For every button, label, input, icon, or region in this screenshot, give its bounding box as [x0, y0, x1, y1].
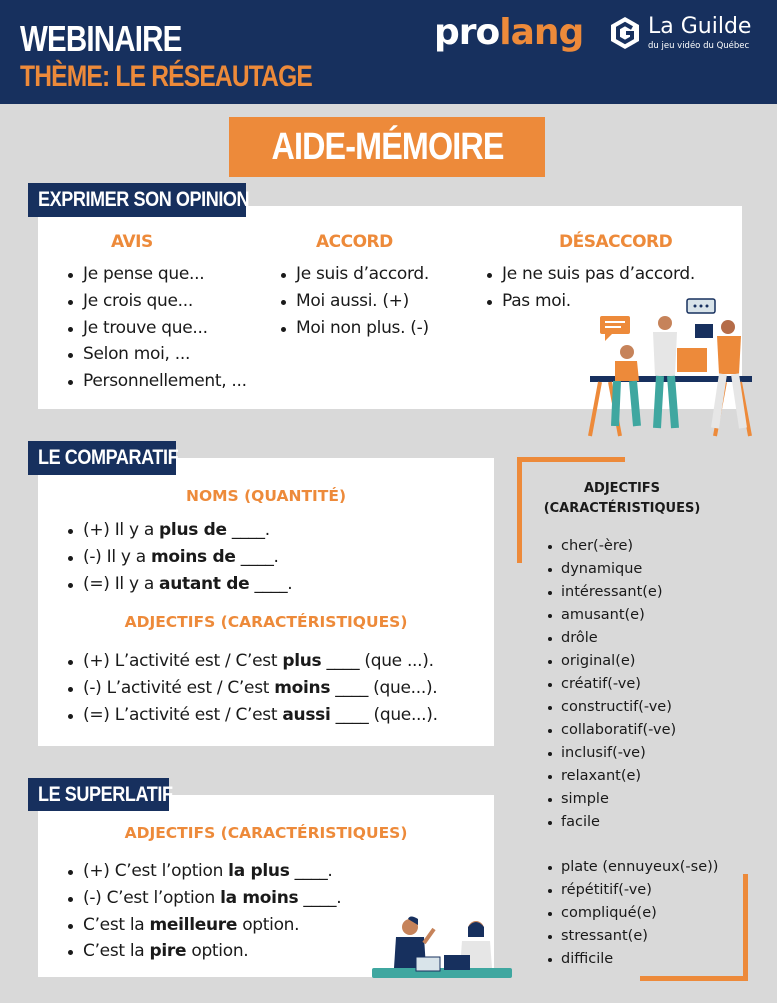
item-keyword: plus de [159, 520, 227, 540]
item-text: C’est la [83, 941, 150, 962]
list-item [66, 912, 341, 939]
list-item: drôle [545, 627, 676, 650]
banner-text: AIDE-MÉMOIRE [270, 125, 504, 168]
item-text: (-) Il y a [83, 546, 151, 567]
comparatif-adjectifs-list [66, 648, 438, 728]
desaccord-heading: DÉSACCORD [559, 232, 673, 252]
item-text: (=) Il y a [83, 573, 160, 594]
list-item: facile [545, 811, 676, 834]
aide-memoire-banner [229, 117, 545, 177]
list-item: Je trouve que... [66, 315, 247, 342]
list-item: Moi non plus. (-) [279, 315, 429, 342]
list-item [66, 544, 292, 571]
comparatif-tag-label: LE COMPARATIF [38, 446, 179, 469]
item-text: (-) L’activité est / C’est [83, 677, 275, 698]
opinion-tag-label: EXPRIMER SON OPINION [38, 188, 250, 211]
avis-heading: AVIS [111, 232, 153, 252]
accord-heading: ACCORD [316, 232, 393, 252]
item-keyword: plus [282, 651, 322, 671]
list-item [66, 885, 341, 912]
adjectifs-positive-list [545, 535, 676, 834]
team-meeting-illustration [585, 295, 755, 437]
header-title: WEBINAIRE [20, 18, 182, 59]
item-text: ____ (que...). [330, 704, 438, 725]
list-item: Je suis d’accord. [279, 261, 429, 288]
comparatif-card [38, 458, 494, 746]
noms-heading: NOMS (QUANTITÉ) [185, 487, 347, 505]
avis-list [66, 261, 247, 395]
la-guilde-name: La Guilde [648, 14, 752, 39]
item-text: (+) L’activité est / C’est [83, 651, 283, 671]
item-text: option. [237, 914, 300, 935]
list-item: stressant(e) [545, 925, 718, 948]
list-item [66, 702, 438, 729]
item-text: (+) Il y a [83, 520, 160, 540]
la-guilde-subtitle: du jeu vidéo du Québec [648, 41, 750, 51]
list-item: difficile [545, 948, 718, 971]
item-text: option. [186, 941, 249, 962]
list-item [66, 648, 438, 675]
item-keyword: meilleure [149, 914, 238, 935]
item-keyword: moins de [150, 546, 236, 567]
item-keyword: pire [149, 941, 187, 962]
la-guilde-g-icon [608, 16, 642, 50]
item-text: (=) L’activité est / C’est [83, 704, 283, 725]
adjectifs-title-line2: (CARACTÉRISTIQUES) [543, 501, 701, 516]
item-keyword: la moins [220, 887, 299, 908]
item-text: (+) C’est l’option [83, 861, 229, 881]
list-item: Pas moi. [485, 288, 695, 315]
list-item: Je ne suis pas d’accord. [485, 261, 695, 288]
laptop-duo-illustration [372, 913, 512, 983]
list-item: Personnellement, ... [66, 368, 247, 395]
opinion-section-tag [28, 183, 250, 217]
list-item: compliqué(e) [545, 902, 718, 925]
item-text: ____. [298, 887, 342, 908]
list-item [66, 858, 341, 885]
prolang-logo [434, 12, 583, 53]
list-item: plate (ennuyeux(-se)) [545, 856, 718, 879]
comparatif-section-tag [28, 441, 179, 475]
superlatif-section-tag [28, 778, 173, 811]
list-item: créatif(-ve) [545, 673, 676, 696]
list-item: cher(-ère) [545, 535, 676, 558]
noms-list [66, 517, 292, 597]
list-item: Moi aussi. (+) [279, 288, 429, 315]
item-text: ____. [249, 573, 293, 594]
list-item: intéressant(e) [545, 581, 676, 604]
adjectifs-title-line1: ADJECTIFS [583, 481, 661, 496]
item-keyword: la plus [228, 861, 290, 881]
superlatif-tag-label: LE SUPERLATIF [38, 782, 173, 806]
list-item [66, 517, 292, 544]
comparatif-adjectifs-heading: ADJECTIFS (CARACTÉRISTIQUES) [124, 613, 408, 631]
list-item [66, 675, 438, 702]
list-item: simple [545, 788, 676, 811]
list-item: Je crois que... [66, 288, 247, 315]
prolang-logo-lang: lang [499, 12, 584, 53]
item-text: C’est la [83, 914, 150, 935]
list-item: dynamique [545, 558, 676, 581]
prolang-logo-pro: pro [434, 12, 500, 53]
list-item: répétitif(-ve) [545, 879, 718, 902]
list-item: Je pense que... [66, 261, 247, 288]
list-item: constructif(-ve) [545, 696, 676, 719]
item-text: ____. [235, 546, 279, 567]
item-text: ____. [226, 520, 270, 540]
adjectifs-negative-list [545, 856, 718, 971]
list-item: collaboratif(-ve) [545, 719, 676, 742]
list-item: inclusif(-ve) [545, 742, 676, 765]
header-theme: THÈME: LE RÉSEAUTAGE [20, 60, 313, 93]
item-keyword: autant de [159, 573, 250, 594]
list-item: original(e) [545, 650, 676, 673]
item-text: ____ (que...). [330, 677, 438, 698]
accord-list [279, 261, 429, 341]
superlatif-heading: ADJECTIFS (CARACTÉRISTIQUES) [124, 824, 408, 842]
list-item: Selon moi, ... [66, 341, 247, 368]
item-text: (-) C’est l’option [83, 887, 221, 908]
list-item [66, 938, 341, 965]
list-item [66, 571, 292, 598]
item-keyword: aussi [282, 704, 331, 725]
item-text: ____ (que ...). [321, 651, 434, 671]
superlatif-list [66, 858, 341, 965]
header [0, 0, 777, 104]
list-item: relaxant(e) [545, 765, 676, 788]
item-text: ____. [289, 861, 333, 881]
list-item: amusant(e) [545, 604, 676, 627]
adjectifs-title [537, 479, 707, 519]
item-keyword: moins [274, 677, 331, 698]
